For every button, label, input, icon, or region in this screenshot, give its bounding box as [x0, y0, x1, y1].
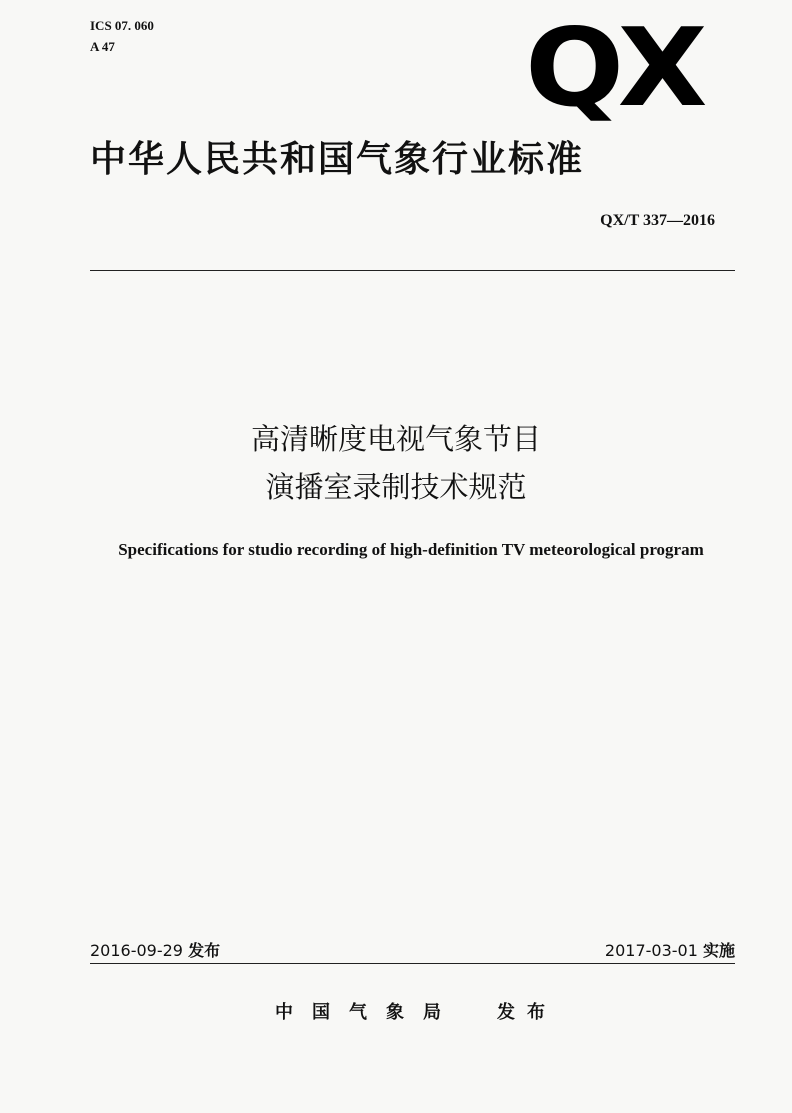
document-title-line-1: 高清晰度电视气象节目	[250, 422, 541, 456]
ccs-code: A 47	[90, 39, 115, 54]
implementation-label: 实施	[702, 941, 735, 960]
publisher-name: 中国气象局	[275, 1002, 460, 1023]
qx-logo: QX	[525, 6, 702, 131]
ics-code: ICS 07. 060	[90, 18, 154, 33]
classification-codes	[90, 15, 154, 57]
standard-code: QX/T 337—2016	[600, 212, 715, 229]
issue-label: 发布	[188, 941, 221, 960]
implementation-date: 2017-03-01	[604, 941, 698, 960]
implementation-date-block	[605, 938, 735, 961]
issue-date-block	[90, 938, 220, 961]
document-title-line-2: 演播室录制技术规范	[265, 470, 527, 504]
issue-date: 2016-09-29	[90, 941, 183, 960]
bottom-divider	[90, 963, 735, 964]
english-title: Specifications for studio recording of high-definition TV meteorological program	[118, 540, 704, 559]
standard-category-title: 中华人民共和国气象行业标准	[90, 139, 585, 180]
top-divider	[90, 270, 735, 271]
publish-label: 发布	[497, 1002, 557, 1023]
